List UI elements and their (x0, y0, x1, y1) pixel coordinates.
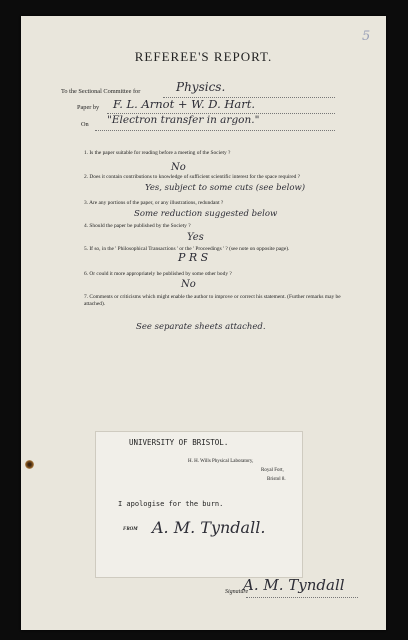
question-2: 2. Does it contain contributions to knowledge of sufficient scientific interest for the space required ? (84, 174, 301, 180)
answer-1: No (171, 162, 186, 173)
burn-mark (25, 460, 34, 469)
question-4: 4. Should the paper be published by the Society ? (84, 223, 191, 229)
answer-2: Yes, subject to some cuts (see below) (145, 183, 306, 193)
signature-line (246, 597, 358, 598)
page-number: 5 (362, 29, 371, 44)
card-university: UNIVERSITY OF BRISTOL. (129, 438, 229, 447)
card-city: Bristol 8. (267, 477, 286, 482)
card-from-label: FROM (123, 527, 138, 532)
signature-label: Signature (225, 589, 249, 595)
answer-4: Yes (187, 232, 204, 243)
paper-subject: "Electron transfer in argon." (107, 114, 260, 126)
page-title: REFEREE'S REPORT. (134, 49, 273, 64)
question-6: 6. Or could it more appropriately be published by some other body ? (84, 271, 232, 277)
question-1: 1. Is the paper suitable for reading before a meeting of the Society ? (84, 150, 231, 156)
question-3: 3. Are any portions of the paper, or any illustrations, redundant ? (84, 200, 224, 206)
paper-authors: F. L. Arnot + W. D. Hart. (113, 97, 256, 111)
card-signature: A. M. Tyndall. (152, 518, 266, 537)
report-sheet (21, 16, 386, 630)
card-street: Royal Fort, (261, 468, 284, 473)
answer-6: No (181, 279, 196, 290)
paper-label: Paper by (77, 104, 100, 111)
card-laboratory: H. H. Wills Physical Laboratory, (188, 459, 254, 464)
committee-value: Physics. (176, 80, 226, 94)
answer-3: Some reduction suggested below (134, 209, 278, 219)
attached-card (95, 431, 303, 578)
committee-label: To the Sectional Committee for (61, 88, 141, 95)
subject-label: On (81, 121, 89, 128)
subject-line (95, 130, 335, 131)
answer-7: See separate sheets attached. (136, 322, 266, 332)
question-7: 7. Comments or criticisms which might enable the author to improve or correct his statement. (Further remarks may be attached). (84, 294, 341, 307)
signature: A. M. Tyndall (243, 576, 345, 594)
card-message: I apologise for the burn. (118, 500, 224, 508)
answer-5: P R S (178, 251, 209, 264)
question-5: 5. If so, in the ' Philosophical Transactions ' or the ' Proceedings ' ? (see note on opposite page). (84, 246, 290, 252)
